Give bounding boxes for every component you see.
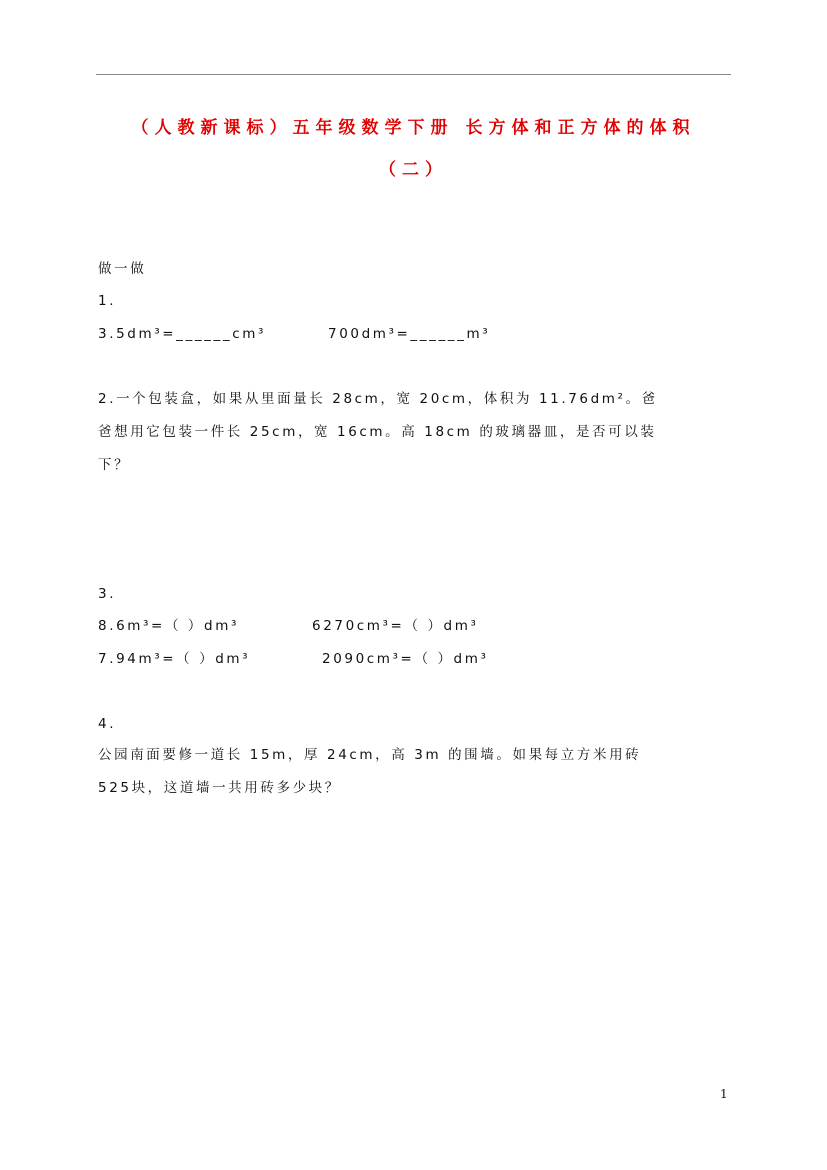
q4-line-1: 公园南面要修一道长 15m，厚 24cm，高 3m 的围墙。如果每立方米用砖 (98, 747, 642, 763)
q4-line-2: 525块，这道墙一共用砖多少块？ (98, 780, 341, 796)
q1-part-b: 700dm³=______m³ (328, 326, 491, 342)
document-title-subtitle: （二） (379, 160, 448, 180)
q1-number: 1. (98, 293, 117, 309)
q2-line-2: 爸想用它包装一件长 25cm，宽 16cm。高 18cm 的玻璃器皿，是否可以装 (98, 424, 657, 440)
header-rule (96, 74, 731, 75)
q3-number: 3. (98, 586, 117, 602)
q3-row1-b: 6270cm³=（ ）dm³ (312, 618, 479, 634)
section-label: 做一做 (98, 261, 147, 277)
q3-row2-b: 2090cm³=（ ）dm³ (322, 651, 489, 667)
q3-row1-a: 8.6m³=（ ）dm³ (98, 618, 239, 634)
q2-line-1: 2.一个包装盒，如果从里面量长 28cm，宽 20cm，体积为 11.76dm²。爸 (98, 391, 658, 407)
page-number: 1 (720, 1087, 728, 1101)
q3-row2-a: 7.94m³=（ ）dm³ (98, 651, 251, 667)
q1-part-a: 3.5dm³=______cm³ (98, 326, 266, 342)
q4-number: 4. (98, 716, 117, 732)
q2-line-3: 下？ (98, 457, 131, 473)
document-title: （人教新课标）五年级数学下册 长方体和正方体的体积 (131, 118, 696, 138)
